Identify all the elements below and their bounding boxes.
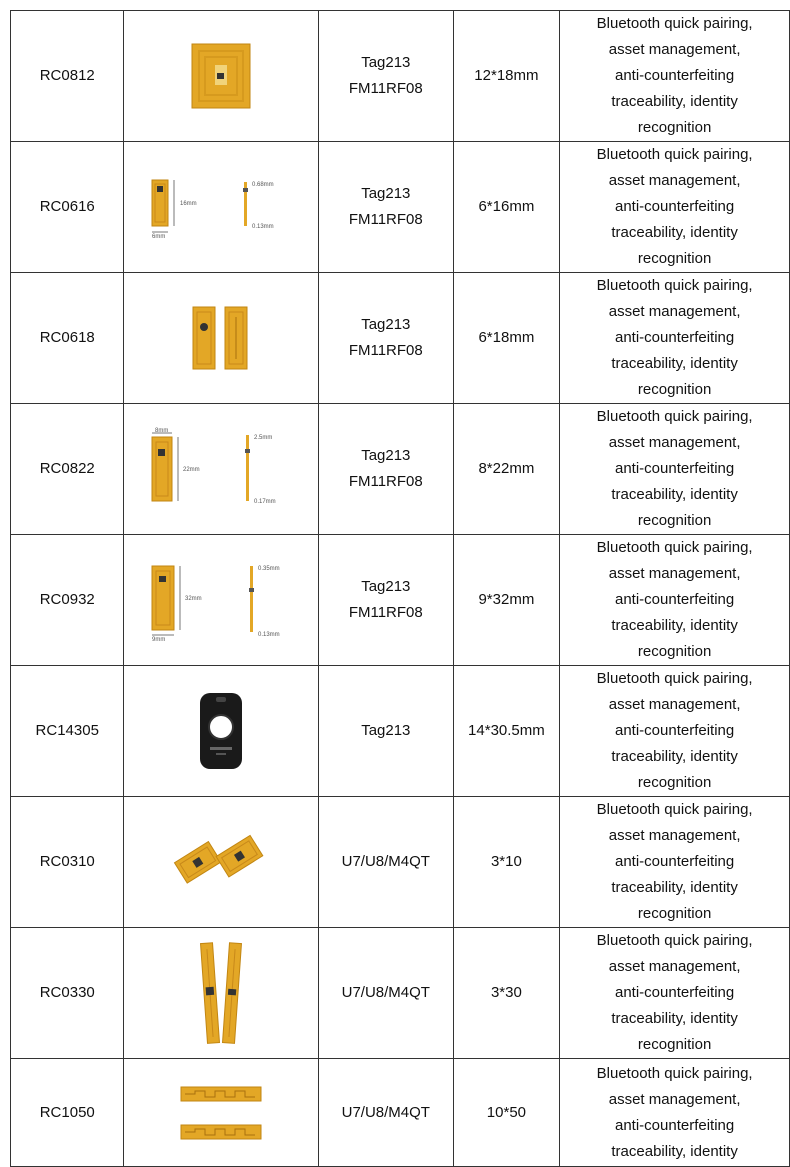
size-cell: 14*30.5mm [453, 666, 560, 797]
chip-cell: Tag213 FM11RF08 [319, 404, 454, 535]
size-cell: 9*32mm [453, 535, 560, 666]
size-cell: 3*10 [453, 797, 560, 928]
table-row [11, 1059, 790, 1167]
nfc-tag-horizontal-strips-icon [179, 1081, 263, 1145]
chip-cell: Tag213 FM11RF08 [319, 142, 454, 273]
model-cell: RC1050 [11, 1059, 124, 1167]
length-label: 32mm [185, 596, 202, 602]
nfc-tag-pair-tilted-icon [166, 822, 276, 902]
thickness-bottom-label: 0.13mm [252, 224, 274, 230]
application-cell: Bluetooth quick pairing, asset management, anti-counterfeiting traceability, identity recognition [560, 535, 790, 666]
nfc-tag-strip-pair-icon [196, 941, 246, 1045]
chip-cell: U7/U8/M4QT [319, 1059, 454, 1167]
size-cell: 6*18mm [453, 273, 560, 404]
size-cell: 3*30 [453, 928, 560, 1059]
application-cell: Bluetooth quick pairing, asset management, anti-counterfeiting traceability, identity recognition [560, 797, 790, 928]
image-cell [124, 1059, 319, 1167]
table-row [11, 273, 790, 404]
application-cell: Bluetooth quick pairing, asset management, anti-counterfeiting traceability, identity recognition [560, 666, 790, 797]
application-cell: Bluetooth quick pairing, asset management, anti-counterfeiting traceability, identity recognition [560, 142, 790, 273]
chip-cell: Tag213 FM11RF08 [319, 11, 454, 142]
nfc-tag-pair-icon [191, 303, 251, 373]
table-row [11, 928, 790, 1059]
model-cell: RC0310 [11, 797, 124, 928]
width-label: 9mm [152, 637, 166, 642]
image-cell [124, 142, 319, 273]
thickness-bottom-label: 0.17mm [254, 499, 276, 505]
size-cell: 6*16mm [453, 142, 560, 273]
chip-cell: Tag213 FM11RF08 [319, 535, 454, 666]
image-cell [124, 273, 319, 404]
image-cell [124, 404, 319, 535]
model-cell: RC14305 [11, 666, 124, 797]
chip-cell: Tag213 [319, 666, 454, 797]
image-cell [124, 11, 319, 142]
chip-cell: Tag213 FM11RF08 [319, 273, 454, 404]
model-cell: RC0330 [11, 928, 124, 1059]
nfc-tag-dimension-drawing-icon [146, 558, 296, 642]
application-cell: Bluetooth quick pairing, asset management, anti-counterfeiting traceability, identity recognition [560, 11, 790, 142]
application-cell: Bluetooth quick pairing, asset management, anti-counterfeiting traceability, identity recognition [560, 273, 790, 404]
thickness-top-label: 0.35mm [258, 566, 280, 572]
nfc-tag-dimension-drawing-icon [146, 427, 296, 511]
thickness-top-label: 2.5mm [254, 435, 273, 441]
model-cell: RC0616 [11, 142, 124, 273]
model-cell: RC0932 [11, 535, 124, 666]
thickness-bottom-label: 0.13mm [258, 632, 280, 638]
thickness-top-label: 0.68mm [252, 182, 274, 188]
chip-cell: U7/U8/M4QT [319, 928, 454, 1059]
application-cell: Bluetooth quick pairing, asset management, anti-counterfeiting traceability, identity [560, 1059, 790, 1167]
nfc-tag-rectangle-icon [191, 43, 251, 109]
width-label: 8mm [155, 428, 169, 434]
table-row [11, 11, 790, 142]
size-cell: 10*50 [453, 1059, 560, 1167]
table-row [11, 142, 790, 273]
table-row [11, 535, 790, 666]
table-row [11, 666, 790, 797]
model-cell: RC0822 [11, 404, 124, 535]
application-cell: Bluetooth quick pairing, asset management, anti-counterfeiting traceability, identity recognition [560, 928, 790, 1059]
image-cell [124, 928, 319, 1059]
size-cell: 12*18mm [453, 11, 560, 142]
table-row [11, 404, 790, 535]
length-label: 16mm [180, 201, 197, 207]
image-cell [124, 666, 319, 797]
width-label: 6mm [152, 234, 166, 240]
nfc-tag-dimension-drawing-icon [146, 174, 296, 240]
table-row [11, 797, 790, 928]
image-cell [124, 797, 319, 928]
size-cell: 8*22mm [453, 404, 560, 535]
length-label: 22mm [183, 467, 200, 473]
product-table [10, 10, 790, 1167]
image-cell [124, 535, 319, 666]
chip-cell: U7/U8/M4QT [319, 797, 454, 928]
application-cell: Bluetooth quick pairing, asset management, anti-counterfeiting traceability, identity recognition [560, 404, 790, 535]
black-keyfob-tag-icon [196, 691, 246, 771]
model-cell: RC0618 [11, 273, 124, 404]
model-cell: RC0812 [11, 11, 124, 142]
